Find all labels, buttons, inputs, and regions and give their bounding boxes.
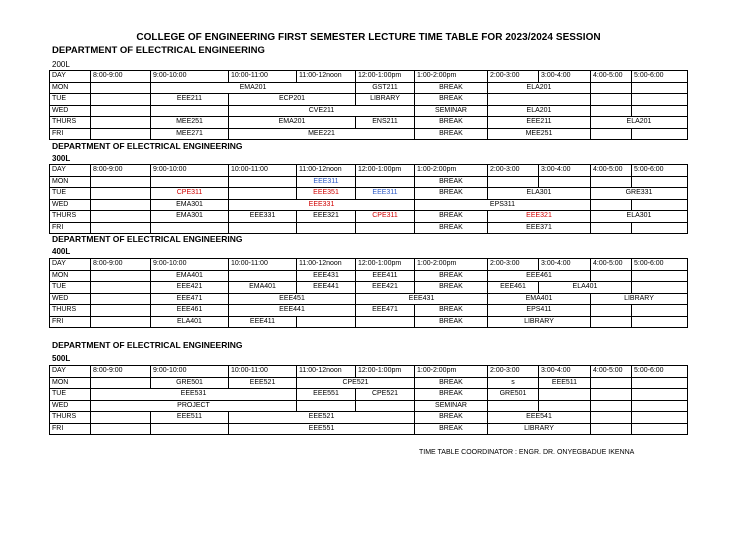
table-row [50, 222, 688, 234]
course-cell [488, 94, 591, 106]
day-cell: WED [50, 400, 91, 412]
day-cell: WED [50, 105, 91, 117]
course-cell [632, 94, 688, 106]
header-cell: 3:00-4:00 [539, 71, 591, 83]
course-cell [632, 389, 688, 401]
course-cell [632, 400, 688, 412]
table-row [50, 305, 688, 317]
day-cell: THURS [50, 412, 91, 424]
course-cell [632, 199, 688, 211]
course-cell: BREAK [415, 211, 488, 223]
course-cell: BREAK [415, 222, 488, 234]
level-label-300l: 300L [52, 154, 71, 163]
course-cell: BREAK [415, 128, 488, 140]
header-row [50, 259, 688, 271]
course-cell: EEE211 [488, 117, 591, 129]
course-cell: BREAK [415, 82, 488, 94]
table-row [50, 199, 688, 211]
course-cell [91, 316, 151, 328]
header-cell: DAY [50, 366, 91, 378]
course-cell: BREAK [415, 188, 488, 200]
header-cell: 8:00-9:00 [91, 259, 151, 271]
course-cell: BREAK [415, 377, 488, 389]
table-row [50, 377, 688, 389]
course-cell [591, 128, 632, 140]
day-cell: FRI [50, 423, 91, 435]
course-cell: CPE521 [297, 377, 415, 389]
header-cell: 3:00-4:00 [539, 259, 591, 271]
course-cell: CPE311 [356, 211, 415, 223]
course-cell [229, 188, 297, 200]
table-row [50, 82, 688, 94]
course-cell [297, 400, 356, 412]
header-cell: 5:00-6:00 [632, 165, 688, 177]
header-cell: 2:00-3:00 [488, 366, 539, 378]
course-cell [591, 389, 632, 401]
department-heading-200l: DEPARTMENT OF ELECTRICAL ENGINEERING [52, 45, 265, 56]
course-cell [91, 423, 151, 435]
table-row [50, 128, 688, 140]
course-cell [91, 199, 151, 211]
course-cell: EEE471 [356, 305, 415, 317]
course-cell: BREAK [415, 316, 488, 328]
course-cell: EEE311 [297, 176, 356, 188]
course-cell: EEE451 [229, 293, 356, 305]
course-cell: EEE331 [229, 199, 415, 211]
table-row [50, 117, 688, 129]
department-heading-500l: DEPARTMENT OF ELECTRICAL ENGINEERING [52, 340, 243, 350]
header-cell: 9:00-10:00 [151, 366, 229, 378]
header-cell: 2:00-3:00 [488, 259, 539, 271]
course-cell [632, 222, 688, 234]
course-cell: BREAK [415, 270, 488, 282]
day-cell: MON [50, 82, 91, 94]
course-cell [91, 412, 151, 424]
course-cell [91, 82, 151, 94]
course-cell [632, 423, 688, 435]
course-cell: SEMINAR [415, 105, 488, 117]
course-cell: s [488, 377, 539, 389]
course-cell: GRE501 [488, 389, 539, 401]
header-cell: 10:00-11:00 [229, 259, 297, 271]
course-cell [632, 305, 688, 317]
course-cell: EEE531 [91, 389, 297, 401]
course-cell [591, 82, 632, 94]
course-cell [297, 222, 356, 234]
course-cell [91, 305, 151, 317]
course-cell: LIBRARY [591, 293, 688, 305]
header-cell: 1:00-2:00pm [415, 165, 488, 177]
header-cell: 10:00-11:00 [229, 71, 297, 83]
table-row [50, 105, 688, 117]
course-cell [91, 94, 151, 106]
course-cell: SEMINAR [415, 400, 488, 412]
course-cell [91, 222, 151, 234]
header-cell: 12:00-1:00pm [356, 71, 415, 83]
course-cell [591, 270, 632, 282]
course-cell [91, 293, 151, 305]
course-cell [229, 270, 297, 282]
course-cell: EEE211 [151, 94, 229, 106]
day-cell: THURS [50, 211, 91, 223]
course-cell: LIBRARY [488, 423, 591, 435]
course-cell: EMA401 [229, 282, 297, 294]
header-cell: 4:00-5:00 [591, 71, 632, 83]
course-cell: EEE461 [488, 282, 539, 294]
header-cell: 2:00-3:00 [488, 71, 539, 83]
course-cell: EMA301 [151, 199, 229, 211]
course-cell [91, 176, 151, 188]
day-cell: TUE [50, 282, 91, 294]
course-cell: EEE431 [356, 293, 488, 305]
course-cell [539, 176, 591, 188]
course-cell [591, 94, 632, 106]
header-cell: DAY [50, 165, 91, 177]
course-cell: ELA201 [488, 82, 591, 94]
course-cell: GRE501 [151, 377, 229, 389]
table-row [50, 211, 688, 223]
day-cell: MON [50, 176, 91, 188]
day-cell: TUE [50, 188, 91, 200]
course-cell: LIBRARY [356, 94, 415, 106]
course-cell: EPS411 [488, 305, 591, 317]
course-cell [91, 188, 151, 200]
course-cell: EEE551 [229, 423, 415, 435]
course-cell [591, 199, 632, 211]
course-cell: PROJECT [91, 400, 297, 412]
course-cell [151, 176, 229, 188]
level-label-500l: 500L [52, 354, 71, 363]
course-cell: EEE441 [297, 282, 356, 294]
header-row [50, 71, 688, 83]
course-cell: EEE321 [488, 211, 591, 223]
header-row [50, 165, 688, 177]
course-cell [539, 400, 591, 412]
course-cell: GST211 [356, 82, 415, 94]
day-cell: FRI [50, 128, 91, 140]
header-cell: 9:00-10:00 [151, 165, 229, 177]
department-heading-300l: DEPARTMENT OF ELECTRICAL ENGINEERING [52, 141, 243, 151]
course-cell: EEE521 [229, 412, 415, 424]
table-row [50, 423, 688, 435]
course-cell [91, 377, 151, 389]
course-cell [488, 176, 539, 188]
course-cell: MEE221 [229, 128, 415, 140]
course-cell: EEE511 [539, 377, 591, 389]
timetable-400l [49, 258, 688, 328]
course-cell: EMA401 [488, 293, 591, 305]
header-cell: 8:00-9:00 [91, 165, 151, 177]
course-cell: BREAK [415, 94, 488, 106]
course-cell: EMA201 [151, 82, 356, 94]
header-cell: 11:00-12noon [297, 259, 356, 271]
course-cell: BREAK [415, 423, 488, 435]
day-cell: THURS [50, 305, 91, 317]
course-cell [91, 282, 151, 294]
header-cell: 12:00-1:00pm [356, 259, 415, 271]
course-cell [591, 176, 632, 188]
department-heading-400l: DEPARTMENT OF ELECTRICAL ENGINEERING [52, 234, 243, 244]
course-cell [591, 316, 632, 328]
course-cell [632, 82, 688, 94]
header-cell: 4:00-5:00 [591, 259, 632, 271]
course-cell: ELA201 [488, 105, 591, 117]
course-cell: EEE461 [488, 270, 591, 282]
course-cell: MEE271 [151, 128, 229, 140]
course-cell [229, 176, 297, 188]
course-cell [297, 316, 356, 328]
header-cell: 11:00-12noon [297, 165, 356, 177]
course-cell [356, 176, 415, 188]
timetable-500l [49, 365, 688, 435]
day-cell: TUE [50, 94, 91, 106]
header-cell: 9:00-10:00 [151, 71, 229, 83]
day-cell: THURS [50, 117, 91, 129]
course-cell: EEE441 [229, 305, 356, 317]
course-cell: EEE471 [151, 293, 229, 305]
header-cell: 12:00-1:00pm [356, 165, 415, 177]
table-row [50, 389, 688, 401]
header-cell: 9:00-10:00 [151, 259, 229, 271]
header-cell: DAY [50, 259, 91, 271]
header-cell: 8:00-9:00 [91, 71, 151, 83]
course-cell [229, 222, 297, 234]
table-row [50, 400, 688, 412]
course-cell [539, 389, 591, 401]
header-cell: 1:00-2:00pm [415, 71, 488, 83]
course-cell: MEE251 [488, 128, 591, 140]
course-cell: EEE331 [229, 211, 297, 223]
course-cell [356, 316, 415, 328]
course-cell: BREAK [415, 117, 488, 129]
course-cell [488, 400, 539, 412]
table-row [50, 270, 688, 282]
course-cell [591, 400, 632, 412]
header-cell: 3:00-4:00 [539, 366, 591, 378]
course-cell: ELA301 [591, 211, 688, 223]
course-cell [591, 105, 632, 117]
course-cell: EEE541 [488, 412, 591, 424]
header-cell: 3:00-4:00 [539, 165, 591, 177]
header-cell: 11:00-12noon [297, 366, 356, 378]
course-cell: CPE521 [356, 389, 415, 401]
course-cell [151, 105, 229, 117]
course-cell [591, 412, 632, 424]
course-cell [632, 377, 688, 389]
course-cell [151, 423, 229, 435]
course-cell [591, 305, 632, 317]
header-cell: 11:00-12noon [297, 71, 356, 83]
course-cell: BREAK [415, 389, 488, 401]
table-row [50, 94, 688, 106]
header-cell: 10:00-11:00 [229, 366, 297, 378]
course-cell: EEE431 [297, 270, 356, 282]
coordinator-note: TIME TABLE COORDINATOR : ENGR. DR. ONYEGBADUE IKENNA [419, 449, 635, 456]
table-row [50, 412, 688, 424]
course-cell [356, 222, 415, 234]
course-cell: BREAK [415, 412, 488, 424]
course-cell [591, 377, 632, 389]
course-cell: EEE521 [229, 377, 297, 389]
course-cell [91, 270, 151, 282]
course-cell: EMA301 [151, 211, 229, 223]
course-cell: EEE421 [151, 282, 229, 294]
course-cell: EEE421 [356, 282, 415, 294]
course-cell [632, 270, 688, 282]
course-cell: EEE551 [297, 389, 356, 401]
course-cell: EEE311 [356, 188, 415, 200]
course-cell [632, 176, 688, 188]
course-cell [591, 222, 632, 234]
timetable-300l [49, 164, 688, 234]
course-cell [91, 117, 151, 129]
course-cell: LIBRARY [488, 316, 591, 328]
header-cell: 1:00-2:00pm [415, 366, 488, 378]
course-cell: BREAK [415, 282, 488, 294]
course-cell [91, 128, 151, 140]
timetable-200l [49, 70, 688, 140]
day-cell: TUE [50, 389, 91, 401]
course-cell [632, 128, 688, 140]
course-cell [91, 211, 151, 223]
table-row [50, 316, 688, 328]
header-cell: 8:00-9:00 [91, 366, 151, 378]
course-cell: EMA201 [229, 117, 356, 129]
course-cell: GRE331 [591, 188, 688, 200]
header-cell: 10:00-11:00 [229, 165, 297, 177]
header-cell: 4:00-5:00 [591, 366, 632, 378]
page-title: COLLEGE OF ENGINEERING FIRST SEMESTER LECTURE TIME TABLE FOR 2023/2024 SESSION [136, 32, 601, 43]
course-cell: EEE511 [151, 412, 229, 424]
day-cell: WED [50, 199, 91, 211]
course-cell [632, 316, 688, 328]
header-cell: 5:00-6:00 [632, 71, 688, 83]
course-cell: BREAK [415, 176, 488, 188]
course-cell: EEE461 [151, 305, 229, 317]
table-row [50, 282, 688, 294]
course-cell [91, 105, 151, 117]
header-cell: 5:00-6:00 [632, 366, 688, 378]
course-cell: CPE311 [151, 188, 229, 200]
course-cell: ENS211 [356, 117, 415, 129]
header-cell: DAY [50, 71, 91, 83]
table-row [50, 188, 688, 200]
course-cell: BREAK [415, 305, 488, 317]
course-cell [356, 400, 415, 412]
course-cell: EMA401 [151, 270, 229, 282]
course-cell: EPS311 [415, 199, 591, 211]
course-cell: ELA301 [488, 188, 591, 200]
course-cell: EEE321 [297, 211, 356, 223]
header-cell: 2:00-3:00 [488, 165, 539, 177]
course-cell: EEE411 [356, 270, 415, 282]
header-row [50, 366, 688, 378]
course-cell: ELA401 [151, 316, 229, 328]
course-cell: ELA401 [539, 282, 632, 294]
header-cell: 4:00-5:00 [591, 165, 632, 177]
course-cell: ECP201 [229, 94, 356, 106]
day-cell: WED [50, 293, 91, 305]
course-cell: EEE371 [488, 222, 591, 234]
level-label-400l: 400L [52, 247, 71, 256]
day-cell: FRI [50, 316, 91, 328]
level-label-200l: 200L [52, 60, 70, 69]
course-cell: ELA201 [591, 117, 688, 129]
course-cell [591, 423, 632, 435]
header-cell: 1:00-2:00pm [415, 259, 488, 271]
day-cell: MON [50, 270, 91, 282]
day-cell: FRI [50, 222, 91, 234]
course-cell [151, 222, 229, 234]
course-cell: MEE251 [151, 117, 229, 129]
course-cell [632, 412, 688, 424]
course-cell: EEE351 [297, 188, 356, 200]
course-cell: CVE211 [229, 105, 415, 117]
course-cell: EEE411 [229, 316, 297, 328]
course-cell [632, 105, 688, 117]
table-row [50, 293, 688, 305]
table-row [50, 176, 688, 188]
header-cell: 12:00-1:00pm [356, 366, 415, 378]
header-cell: 5:00-6:00 [632, 259, 688, 271]
day-cell: MON [50, 377, 91, 389]
course-cell [632, 282, 688, 294]
